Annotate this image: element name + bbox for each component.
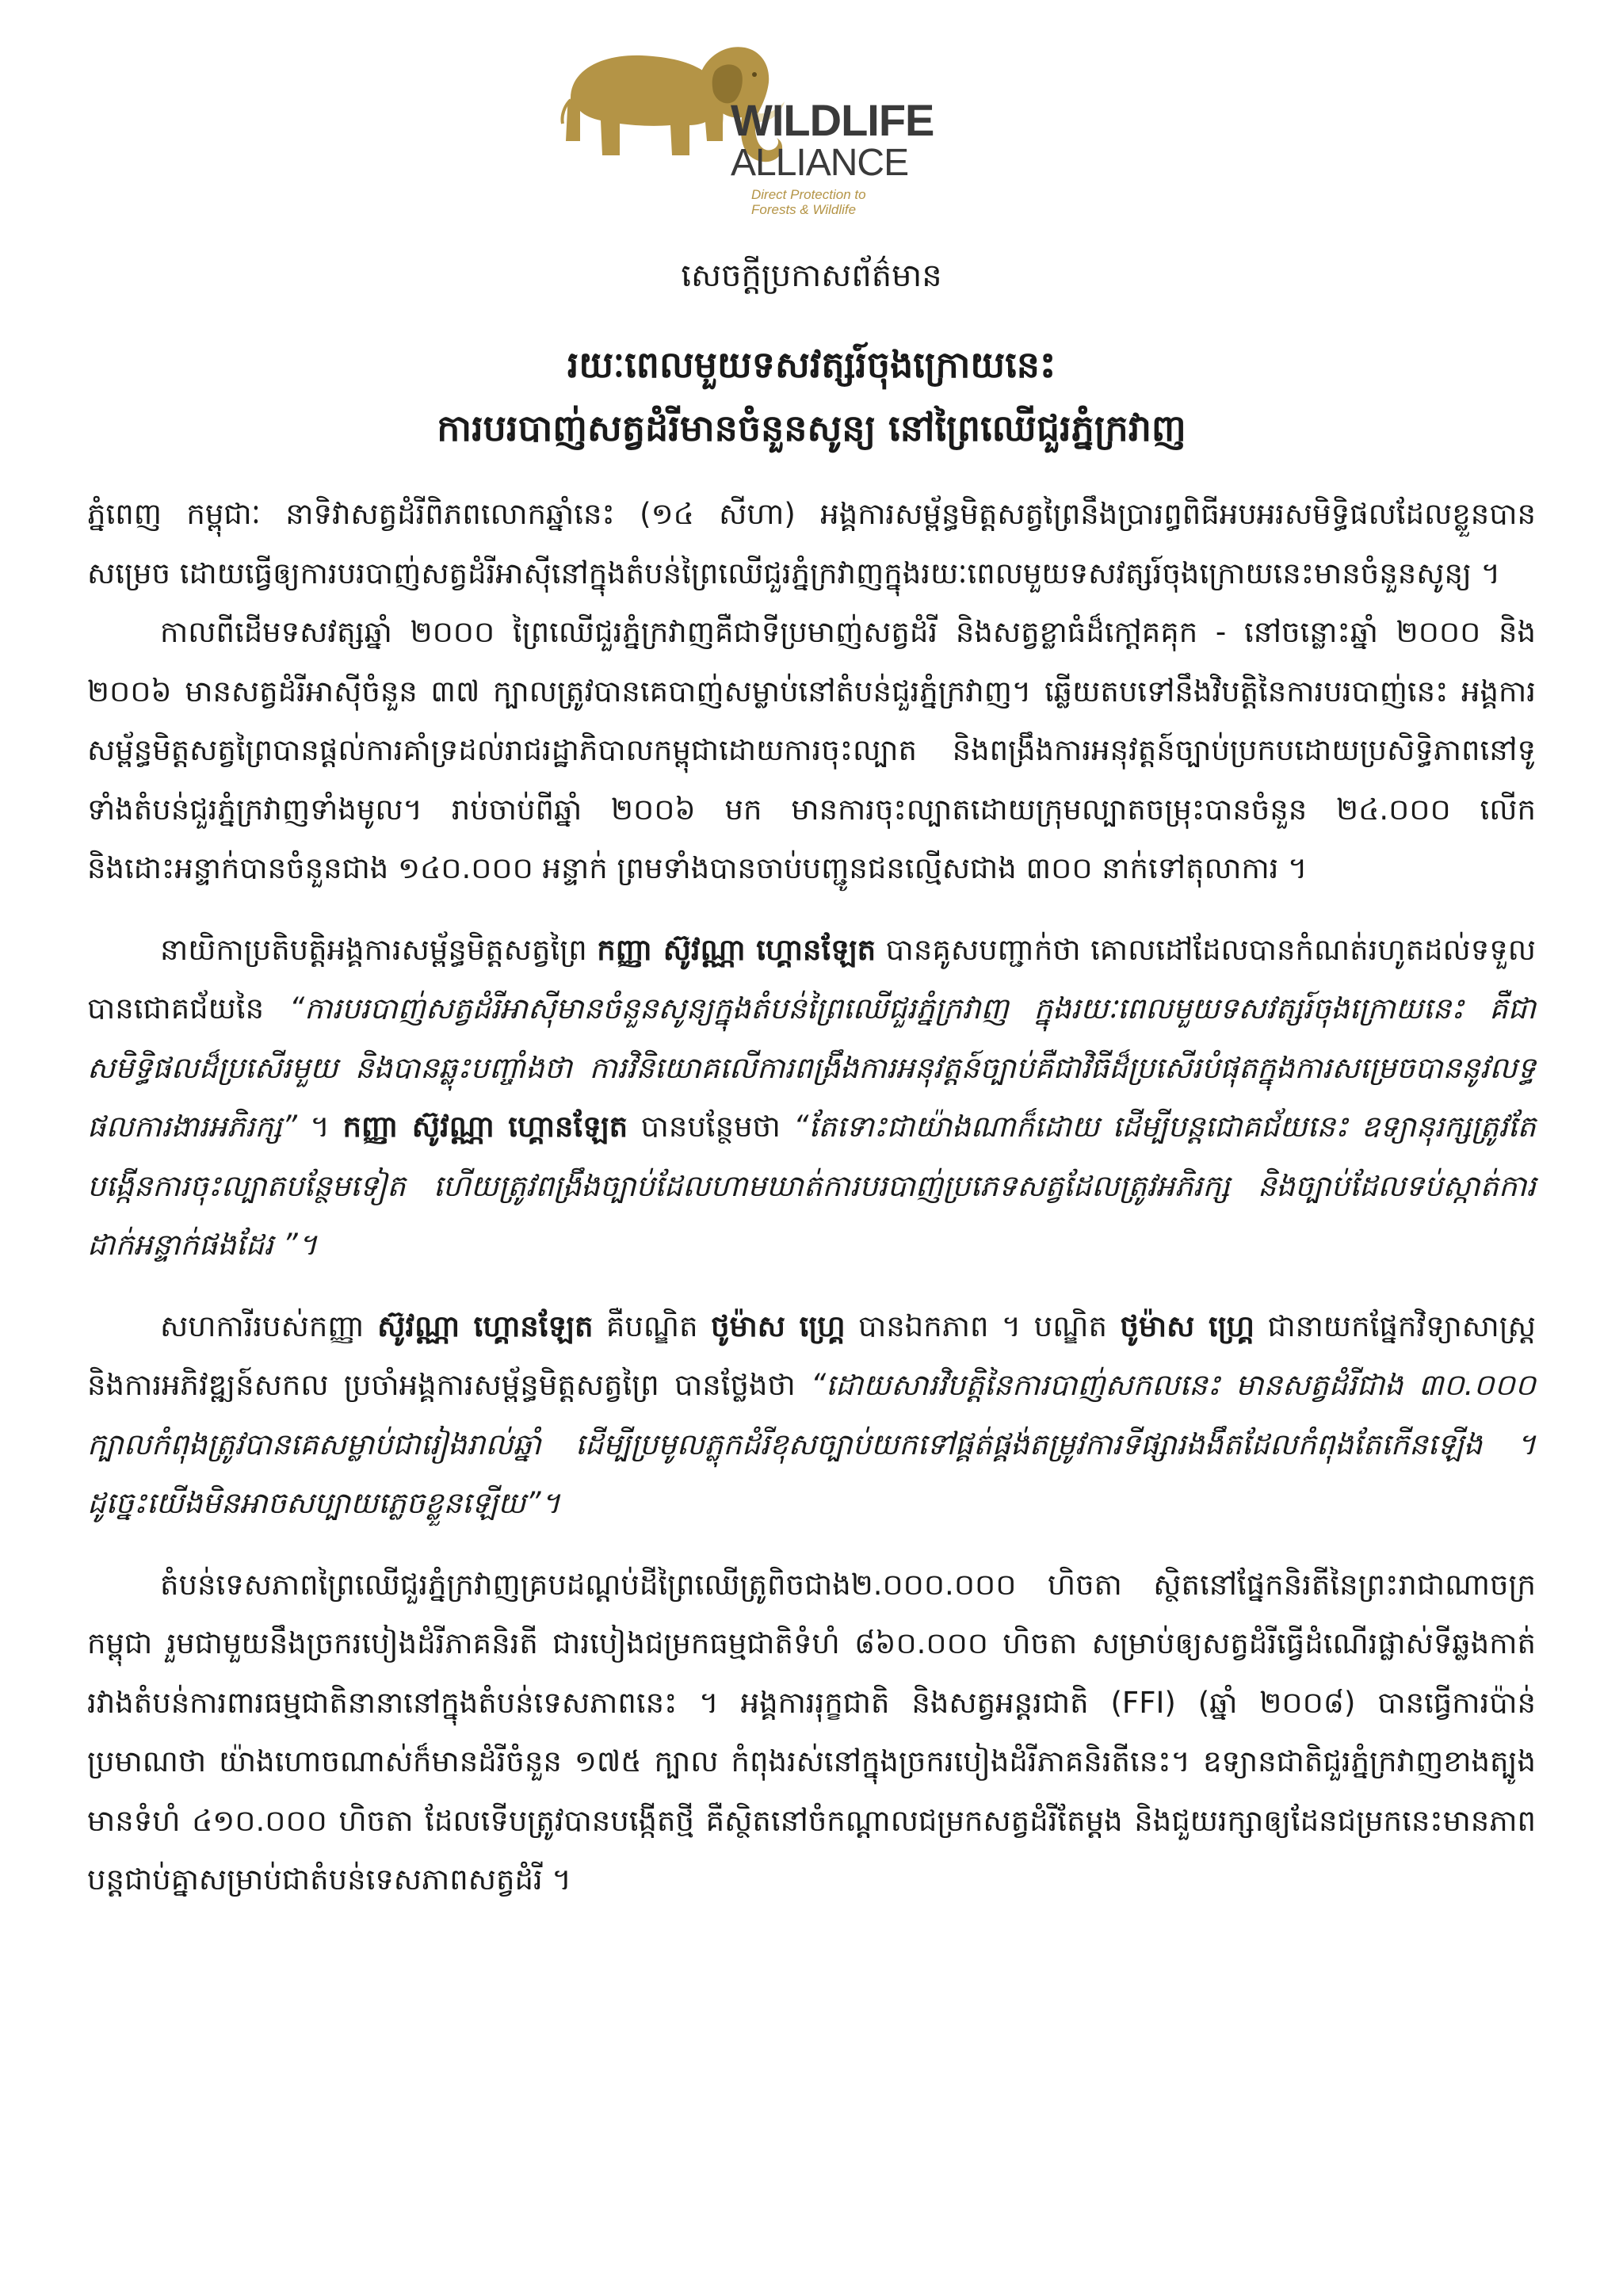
headline (0, 333, 1623, 460)
paragraph-4 (87, 1297, 1536, 1534)
p4-text: បានឯកភាព ។ បណ្ឌិត (845, 1308, 1121, 1343)
brand-line-1: WILDLIFE (731, 95, 934, 145)
p3-text: ។ (297, 1110, 343, 1144)
p4-text: ជានាយកផ្នែកវិទ្យាសាស្ត្រ និងការអភិវឌ្ឍន៍សកល ប្រចាំអង្គការសម្ព័ន្ធមិត្តសត្វព្រៃ បានថ្លែងថា (87, 1308, 1537, 1402)
person-name: កញ្ញា ស៊ូវណ្ណា ហ្គោនឡែត (342, 1110, 628, 1144)
p4-text: គឺបណ្ឌិត (593, 1308, 712, 1343)
p4-text: សហការីរបស់កញ្ញា (160, 1308, 378, 1343)
person-name: ថូម៉ាស ហ្គ្រេ (1120, 1308, 1254, 1343)
quote: “តែទោះជាយ៉ាងណាក៏ដោយ ដើម្បីបន្តជោគជ័យនេះ ឧទ្យានុរក្សត្រូវតែបង្កើនការចុះល្បាតបន្ថែមទៀត ហើយត្រូវពង្រឹងច្បាប់ដែលហាមឃាត់ការបរបាញ់ប្រភេទសត្វដែលត្រូវអភិរក្ស និងច្បាប់ដែលទប់ស្កាត់ការដាក់អន្ទាក់ផងដែរ ”។ (87, 1110, 1536, 1262)
paragraph-2: កាលពីដើមទសវត្សឆ្នាំ ២០០០ ព្រៃឈើជួរភ្នំក្រវាញគឺជាទីប្រមាញ់សត្វដំរី និងសត្វខ្លាធំដ៏កៅ្តគគុក - នៅចន្លោះឆ្នាំ ២០០០ និង ២០០៦ មានសត្វដំរីអាស៊ីចំនួន ៣៧ ក្បាលត្រូវបានគេបាញ់សម្លាប់នៅតំបន់ជួរភ្នំក្រវាញ។ ឆ្លើយតបទៅនឹងវិបត្តិនៃការបរបាញ់នេះ អង្គការសម្ព័ន្ធមិត្តសត្វព្រៃបានផ្តល់ការគាំទ្រដល់រាជរដ្ឋាភិបាលកម្ពុជាដោយការចុះល្បាត និងពង្រឹងការអនុវត្តន៍ច្បាប់ប្រកបដោយប្រសិទ្ធិភាពនៅទូទាំងតំបន់ជួរភ្នំក្រវាញទាំងមូល។ រាប់ចាប់ពីឆ្នាំ ២០០៦ មក មានការចុះល្បាតដោយក្រុមល្បាតចម្រុះបានចំនួន ២៤.០០០ លើក និងដោះអន្ទាក់បានចំនួនជាង ១៤០.០០០ អន្ទាក់ ព្រមទាំងបានចាប់បញ្ជូនជនល្មើសជាង ៣០០ នាក់ទៅតុលាការ ។ (87, 615, 1536, 885)
headline-line-2: ការបរបាញ់សត្វដំរីមានចំនួនសូន្យ នៅព្រៃឈើជួរភ្នំក្រវាញ (437, 407, 1186, 449)
logo-tagline-1: Direct Protection to (751, 187, 866, 202)
headline-line-1: រយៈពេលមួយទសវត្សរ៍ចុងក្រោយនេះ (567, 343, 1056, 386)
press-release-label: សេចក្តីប្រកាសព័ត៌មាន (681, 258, 942, 294)
quote: “ការបរបាញ់សត្វដំរីអាស៊ីមានចំនួនសូន្យក្នុងតំបន់ព្រៃឈើជួរភ្នំក្រវាញ ក្នុងរយៈពេលមួយទសវត្សរ៍ចុងក្រោយនេះ គឺជាសមិទ្ធិផលដ៏ប្រសើរមួយ និងបានឆ្លុះបញ្ចាំងថា ការវិនិយោគលើការពង្រឹងការអនុវត្តន៍ច្បាប់គឺជាវិធីដ៏ប្រសើរបំផុតក្នុងការសម្រេចបាននូវលទ្ធផលការងារអភិរក្ស” (87, 991, 1536, 1144)
logo-tagline-2: Forests & Wildlife (751, 202, 857, 217)
person-name: កញ្ញា ស៊ូវណ្ណា ហ្គោនឡែត (597, 932, 876, 967)
paragraph-1: ភ្នំពេញ កម្ពុជាៈ នាទិវាសត្វដំរីពិភពលោកឆ្នាំនេះ (១៤ សីហា) អង្គការសម្ព័ន្ធមិត្តសត្វព្រៃនឹងប្រារព្ធពិធីអបអរសមិទ្ធិផលដែលខ្លួនបានសម្រេច ដោយធ្វើឲ្យការបរបាញ់សត្វដំរីអាស៊ីនៅក្នុងតំបន់ព្រៃឈើជួរភ្នំក្រវាញក្នុងរយៈពេលមួយទសវត្សរ៍ចុងក្រោយនេះមានចំនួនសូន្យ ។ (87, 497, 1536, 590)
paragraph-5: តំបន់ទេសភាពព្រៃឈើជួរភ្នំក្រវាញគ្របដណ្តប់ដីព្រៃឈើត្រូពិចជាង២.០០០.០០០ ហិចតា ស្ថិតនៅផ្នែកនិរតីនៃព្រះរាជាណាចក្រកម្ពុជា រួមជាមួយនឹងច្រករបៀងដំរីភាគនិរតី ជារបៀងជម្រកធម្មជាតិទំហំ ៨៦០.០០០ ហិចតា សម្រាប់ឲ្យសត្វដំរីធ្វើដំណើរផ្លាស់ទីឆ្លងកាត់រវាងតំបន់ការពារធម្មជាតិនានានៅក្នុងតំបន់ទេសភាពនេះ ។ អង្គការរុក្ខជាតិ និងសត្វអន្តរជាតិ (FFI) (ឆ្នាំ ២០០៨) បានធ្វើការប៉ាន់ប្រមាណថា យ៉ាងហោចណាស់ក៏មានដំរីចំនួន ១៧៥ ក្បាល កំពុងរស់នៅក្នុងច្រករបៀងដំរីភាគនិរតីនេះ។ ឧទ្យានជាតិជួរភ្នំក្រវាញខាងត្បូង មានទំហំ ៤១០.០០០ ហិចតា ដែលទើបត្រូវបានបង្កើតថ្មី គឺស្ថិតនៅចំកណ្តាលជម្រកសត្វដំរីតែម្តង និងជួយរក្សាឲ្យដែនជម្រកនេះមានភាពបន្តជាប់គ្នាសម្រាប់ជាតំបន់ទេសភាពសត្វដំរី ។ (87, 1567, 1536, 1897)
quote: “ដោយសារវិបត្តិនៃការបាញ់សកលនេះ មានសត្វដំរីជាង ៣០.០០០ ក្បាលកំពុងត្រូវបានគេសម្លាប់ជារៀងរាល់ឆ្នាំ ដើម្បីប្រមូលភ្លុកដំរីខុសច្បាប់យកទៅផ្គត់ផ្គង់តម្រូវការទីផ្សារងងឹតដែលកំពុងតែកើនឡើង ។ ដូច្នេះយើងមិនអាចសប្បាយភ្លេចខ្លួនឡើយ”។ (87, 1368, 1536, 1520)
paragraph-3 (87, 921, 1536, 1275)
p3-text: បានបន្ថែមថា (628, 1110, 794, 1144)
person-name: ស៊ូវណ្ណា ហ្គោនឡែត (377, 1308, 594, 1343)
p3-text: បានគូសបញ្ជាក់ថា គោលដៅដែលបានកំណត់រហូតដល់ទទួលបានជោគជ័យនៃ (87, 932, 1536, 1026)
person-name: ថូម៉ាស ហ្គ្រេ (711, 1308, 846, 1343)
brand-line-2: ALLIANCE (731, 142, 909, 184)
wildlife-alliance-logo (547, 22, 934, 220)
p3-text: នាយិកាប្រតិបត្តិអង្គការសម្ព័ន្ធមិត្តសត្វព្រៃ (160, 932, 598, 967)
article-body (87, 485, 1536, 1932)
